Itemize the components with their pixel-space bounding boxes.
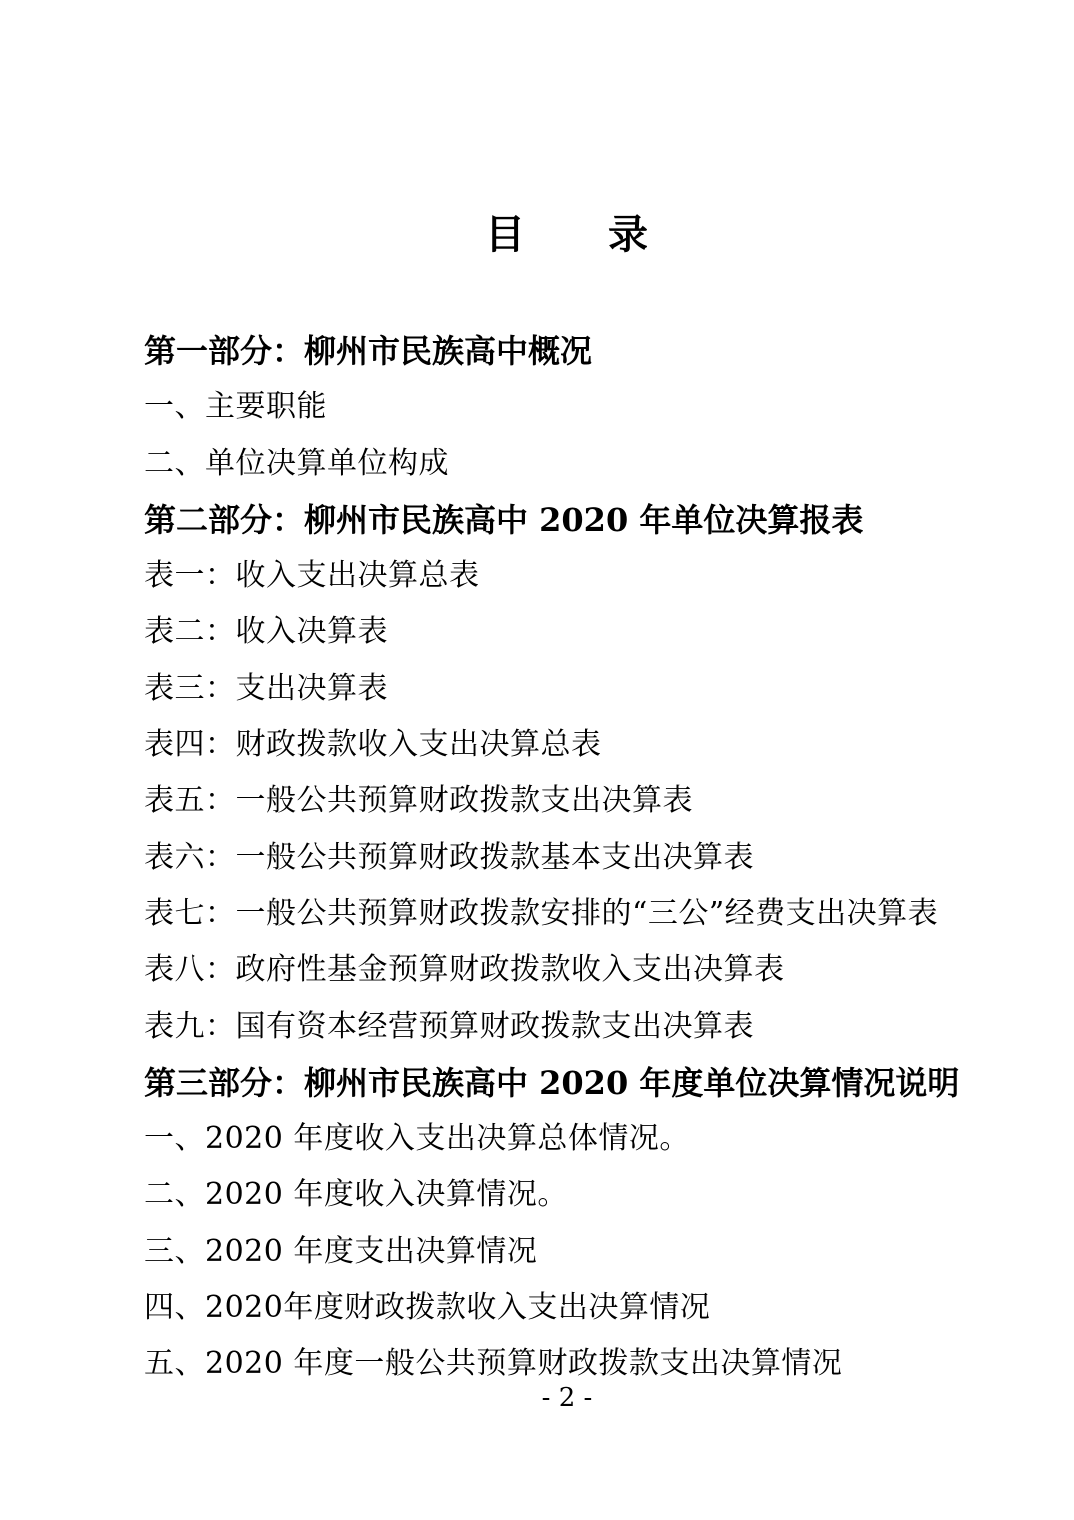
toc-section-heading-part3: 第三部分：柳州市民族高中 2020 年度单位决算情况说明 xyxy=(144,1063,960,1102)
toc-item: 表七：一般公共预算财政拨款安排的“三公”经费支出决算表 xyxy=(144,895,939,931)
toc-section-heading-part1: 第一部分：柳州市民族高中概况 xyxy=(144,332,593,370)
toc-item: 表三：支出决算表 xyxy=(144,670,388,706)
page-number: - 2 - xyxy=(541,1383,593,1413)
toc-item: 二、2020 年度收入决算情况。 xyxy=(144,1177,568,1213)
toc-item: 一、2020 年度收入支出决算总体情况。 xyxy=(144,1121,690,1157)
toc-item: 一、主要职能 xyxy=(144,389,327,425)
page-content xyxy=(144,0,990,1520)
toc-item: 表九：国有资本经营预算财政拨款支出决算表 xyxy=(144,1008,754,1044)
toc-item: 三、2020 年度支出决算情况 xyxy=(144,1233,538,1269)
toc-item: 表五：一般公共预算财政拨款支出决算表 xyxy=(144,783,693,819)
toc-item: 五、2020 年度一般公共预算财政拨款支出决算情况 xyxy=(144,1346,843,1382)
toc-list xyxy=(144,323,990,1393)
toc-item: 表八：政府性基金预算财政拨款收入支出决算表 xyxy=(144,952,785,988)
toc-item: 表四：财政拨款收入支出决算总表 xyxy=(144,727,602,763)
toc-section-heading-part2: 第二部分：柳州市民族高中 2020 年单位决算报表 xyxy=(144,500,864,539)
toc-item: 表二：收入决算表 xyxy=(144,614,388,650)
toc-item: 表一：收入支出决算总表 xyxy=(144,558,480,594)
toc-item: 表六：一般公共预算财政拨款基本支出决算表 xyxy=(144,839,754,875)
toc-item: 二、单位决算单位构成 xyxy=(144,445,449,481)
page-title: 目 录 xyxy=(485,211,649,258)
toc-item: 四、2020年度财政拨款收入支出决算情况 xyxy=(144,1290,711,1326)
